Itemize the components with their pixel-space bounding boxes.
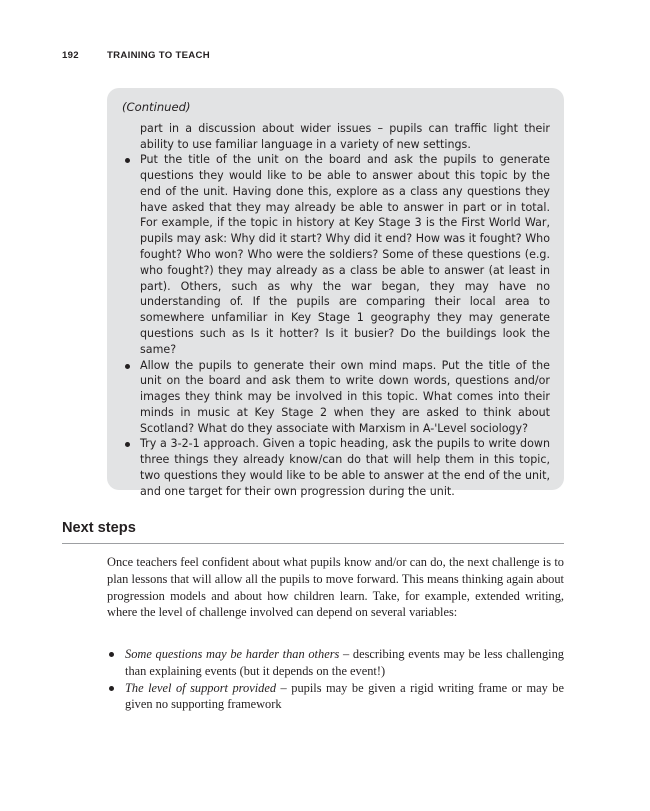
section-heading: Next steps [62,520,136,536]
activity-bullet: Try a 3-2-1 approach. Given a topic heading, ask the pupils to write down three things they already know/can do that will help them in this topic, two questions they would like to be able to answer at the end of the unit, and one target for their own progression during the unit. [122,436,550,499]
bullet-text: – describing events may be less challenging than explaining events (but it depends on the event!) [125,647,564,678]
activity-bullet-list [122,152,550,499]
continued-paragraph: part in a discussion about wider issues – pupils can traffic light their ability to use familiar language in a variety of new settings. [140,121,550,151]
bullet-term: Some questions may be harder than others [125,647,340,661]
activity-box [107,88,564,498]
activity-bullet: Allow the pupils to generate their own mind maps. Put the title of the unit on the board and ask them to write down words, questions and/or images they think may be involved in this topic. What comes into their minds in music at Key Stage 2 when they are asked to think about Scotland? What do they associate with Marxism in A-'Level sociology? [122,358,550,437]
section-divider [62,543,564,544]
page-number: 192 [62,50,79,61]
variables-bullet-list [107,646,564,713]
running-header [62,50,210,61]
bullet-term: The level of support provided [125,680,277,695]
continued-label: (Continued) [122,100,191,114]
activity-bullet: Put the title of the unit on the board and ask the pupils to generate questions they would like to be able to answer about this topic by the end of the unit. Having done this, explore as a class any questions they have asked that they may already be able to answer in part or in total. For example, if the topic in history at Key Stage 3 is the First World War, pupils may ask: Why did it start? Why did it end? How was it fought? Who fought? Who won? Who were the soldiers? Some of these questions (e.g. who fought?) they may already as a class be able to answer (at least in part). Others, such as why the war began, they may have no understanding of. If the pupils are comparing their local area to somewhere unfamiliar in Key Stage 1 geography they may generate questions such as Is it hotter? Is it busier? Do the buildings look the same? [122,152,550,357]
bullet-text: – pupils may be given a rigid writing frame or may be given no supporting framework [125,680,565,712]
variable-bullet [107,646,564,680]
variable-bullet [107,680,564,714]
body-paragraph: Once teachers feel confident about what pupils know and/or can do, the next challenge is to plan lessons that will allow all the pupils to move forward. This means thinking again about progression models and about how children learn. Take, for example, extended writing, where the level of challenge involved can depend on several variables: [107,555,564,620]
running-title: TRAINING TO TEACH [107,50,210,61]
